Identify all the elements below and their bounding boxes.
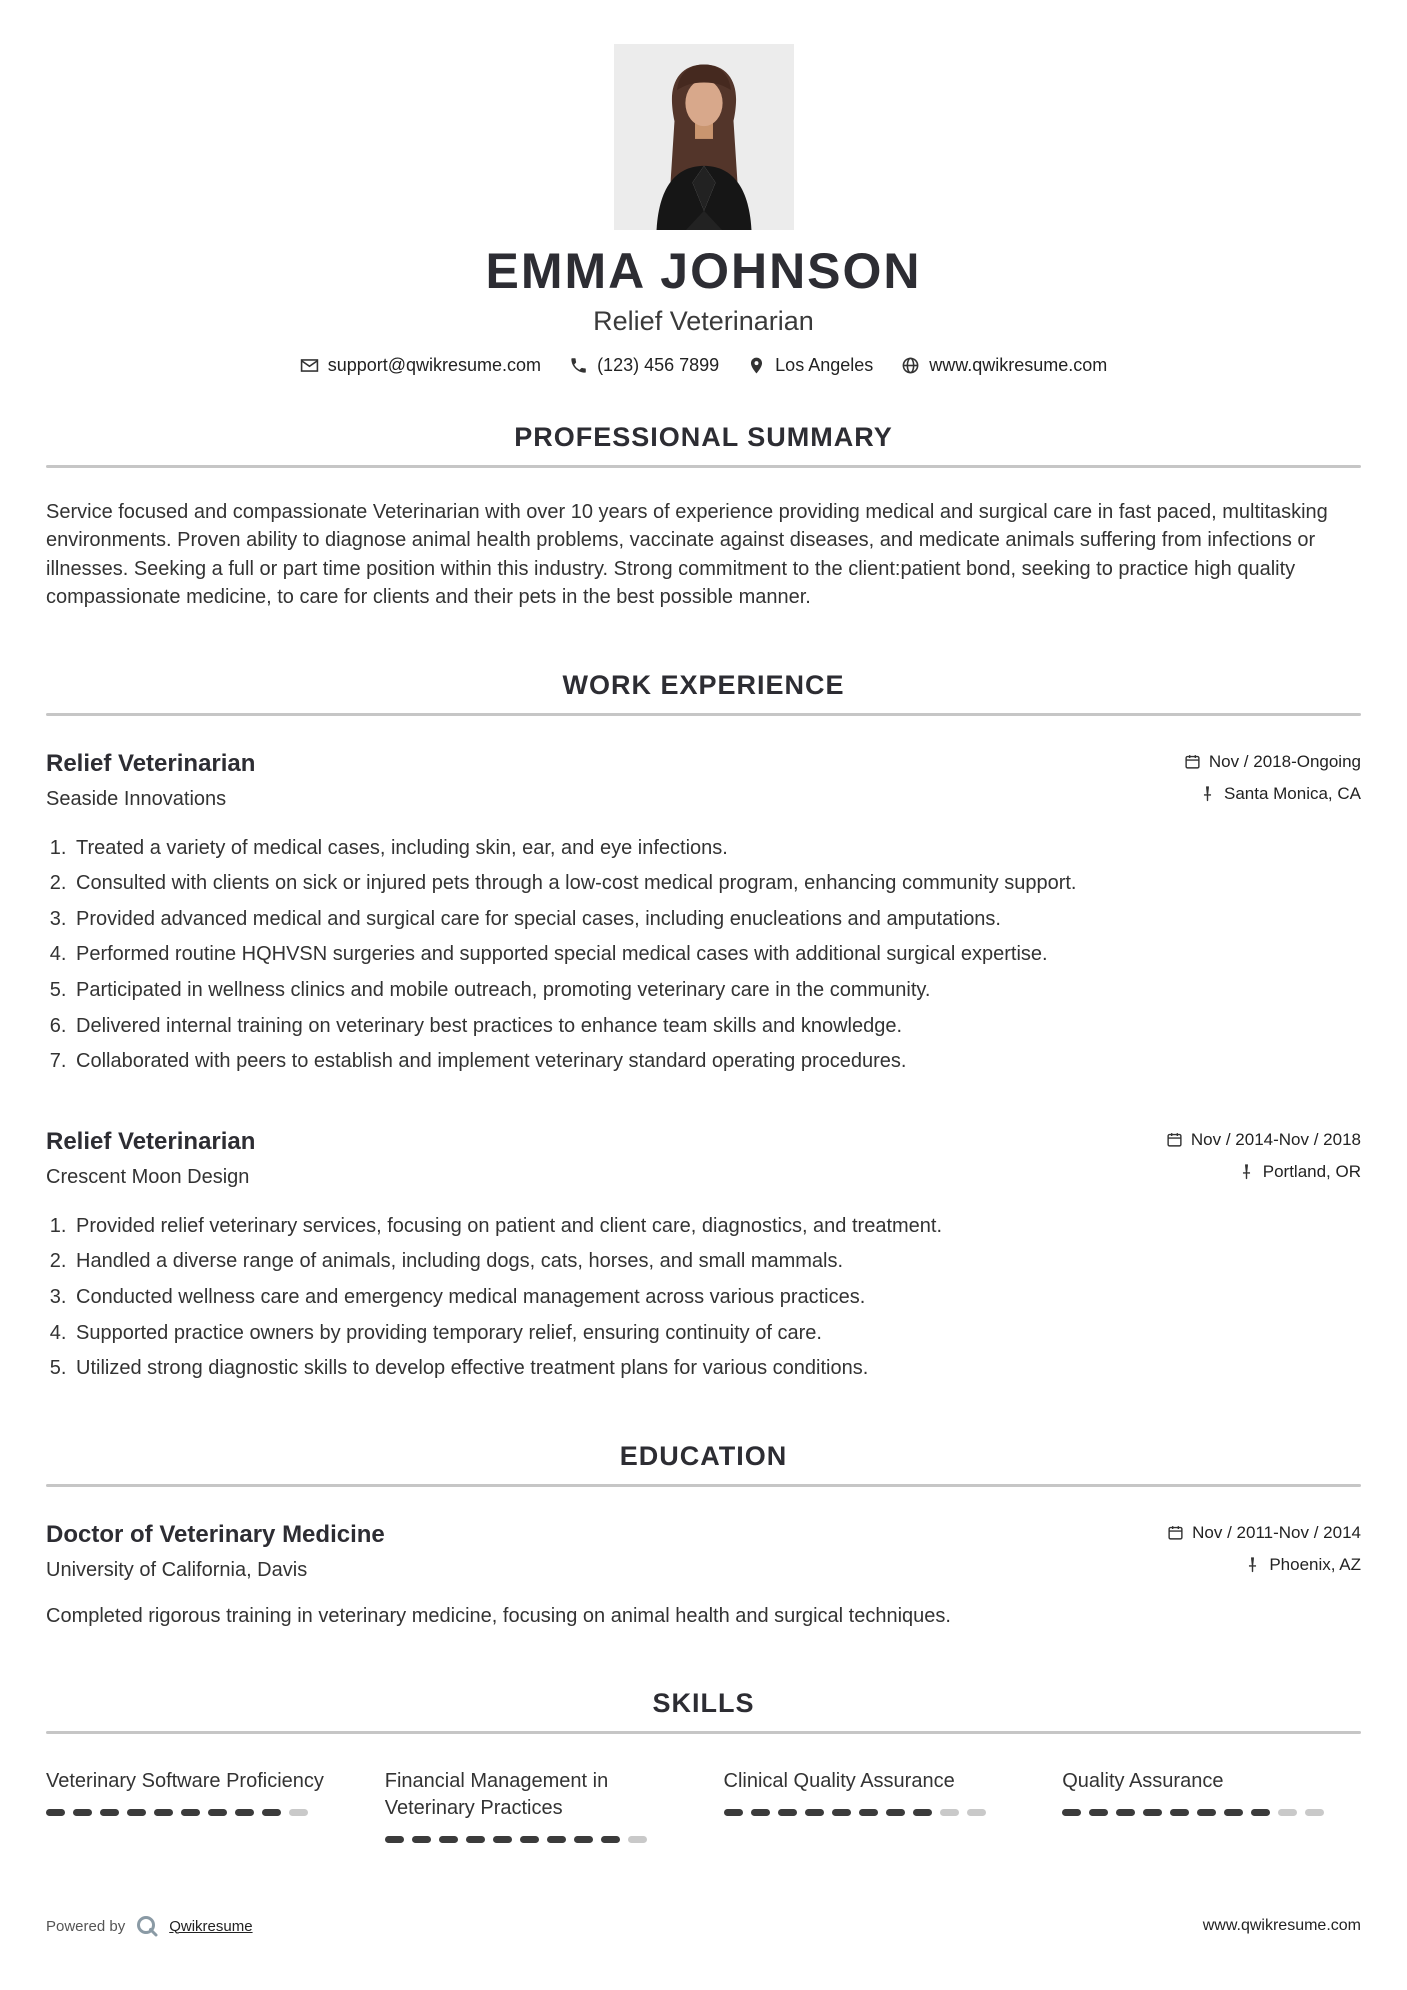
contact-email: [300, 355, 541, 376]
skill-name: Veterinary Software Proficiency: [46, 1770, 324, 1793]
experience-bullet: 3. Provided advanced medical and surgical care for special cases, including enucleations and amputations.: [72, 906, 1361, 934]
skill-dash: [466, 1836, 485, 1843]
skill-dash: [235, 1809, 254, 1816]
work-entry-2-company: Crescent Moon Design: [46, 1165, 250, 1188]
skill-dash: [1197, 1809, 1216, 1816]
work-entry-2-title: Relief Veterinarian: [46, 1127, 256, 1155]
section-rule: [46, 465, 1361, 468]
skill-dash: [1251, 1809, 1270, 1816]
contact-location: [747, 355, 873, 376]
skill-dash: [832, 1809, 851, 1816]
skill-meter: [385, 1836, 684, 1843]
calendar-icon: [1167, 1524, 1184, 1541]
skills-grid: [46, 1768, 1361, 1843]
contact-row: [46, 355, 1361, 376]
skill-dash: [412, 1836, 431, 1843]
skill-dash: [940, 1809, 959, 1816]
location-icon: [747, 356, 766, 375]
skill-dash: [547, 1836, 566, 1843]
powered-by-label: Powered by: [46, 1917, 126, 1935]
skill-dash: [289, 1809, 308, 1816]
education-meta: [1167, 1521, 1361, 1575]
skill-dash: [520, 1836, 539, 1843]
summary-paragraph: Service focused and compassionate Veterinarian with over 10 years of experience providing medical and surgical care in fast paced, multitasking environments. Proven ability to diagnose animal health problems, vaccinate against diseases, and medicate animals suffering from infections or illnesses. Seeking a full or part time position within this industry. Strong commitment to the client:patient bond, seeking to practice high quality compassionate medicine, to care for clients and their pets in the best possible manner.: [46, 501, 1328, 609]
skill-dash: [154, 1809, 173, 1816]
pin-icon: [1244, 1556, 1261, 1573]
skill-dash: [181, 1809, 200, 1816]
work-entry-1-date: [1184, 752, 1361, 772]
skill-item-3: [724, 1768, 1023, 1816]
skill-name: Quality Assurance: [1062, 1770, 1224, 1793]
section-heading-summary: PROFESSIONAL SUMMARY: [514, 422, 893, 452]
skill-dash: [805, 1809, 824, 1816]
skill-dash: [127, 1809, 146, 1816]
work-entry-1-bullets: [46, 835, 1361, 1076]
section-heading-education: EDUCATION: [619, 1440, 788, 1471]
skill-meter: [46, 1809, 345, 1816]
education-location: [1167, 1555, 1361, 1575]
skill-dash: [1305, 1809, 1324, 1816]
skill-dash: [601, 1836, 620, 1843]
work-entry-2: [46, 1128, 1361, 1383]
work-entry-2-location: [1166, 1162, 1361, 1182]
qwikresume-brand-link[interactable]: Qwikresume: [169, 1917, 253, 1935]
education-location-text: Phoenix, AZ: [1269, 1554, 1361, 1574]
education-degree: Doctor of Veterinary Medicine: [46, 1520, 385, 1548]
work-entry-2-meta: [1166, 1128, 1361, 1182]
skill-dash: [913, 1809, 932, 1816]
experience-bullet: 2. Handled a diverse range of animals, including dogs, cats, horses, and small mammals.: [72, 1248, 1361, 1276]
skill-dash: [100, 1809, 119, 1816]
globe-icon: [901, 356, 920, 375]
skill-dash: [73, 1809, 92, 1816]
skill-dash: [778, 1809, 797, 1816]
experience-bullet: 5. Utilized strong diagnostic skills to develop effective treatment plans for various conditions.: [72, 1355, 1361, 1383]
skill-dash: [628, 1836, 647, 1843]
email-icon: [300, 356, 319, 375]
work-entry-1-company: Seaside Innovations: [46, 787, 227, 810]
work-entry-1-head: [46, 750, 1361, 811]
skill-dash: [1143, 1809, 1162, 1816]
skill-dash: [886, 1809, 905, 1816]
skill-dash: [385, 1836, 404, 1843]
work-entry-1-location: [1184, 784, 1361, 804]
calendar-icon: [1166, 1131, 1183, 1148]
work-entry-1-date-text: Nov / 2018-Ongoing: [1208, 751, 1361, 771]
experience-bullet: 1. Provided relief veterinary services, focusing on patient and client care, diagnostics, and treatment.: [72, 1213, 1361, 1241]
page-footer: [46, 1914, 1361, 1938]
skill-name: Clinical Quality Assurance: [723, 1770, 955, 1793]
section-heading-skills: SKILLS: [652, 1688, 755, 1719]
skill-dash: [967, 1809, 986, 1816]
work-entry-2-date: [1166, 1130, 1361, 1150]
portrait-illustration: [614, 44, 794, 230]
skill-meter: [724, 1809, 1023, 1816]
education-entry: [46, 1521, 1361, 1630]
skill-dash: [493, 1836, 512, 1843]
contact-phone-text: (123) 456 7899: [597, 355, 720, 375]
profile-photo: [614, 44, 794, 230]
work-entry-2-head: [46, 1128, 1361, 1189]
contact-location-text: Los Angeles: [775, 355, 874, 375]
experience-bullet: 7. Collaborated with peers to establish and implement veterinary standard operating procedures.: [72, 1048, 1361, 1076]
section-rule: [46, 1484, 1361, 1487]
work-entry-1-left: [46, 750, 255, 811]
work-entry-1-meta: [1184, 750, 1361, 804]
skill-dash: [751, 1809, 770, 1816]
experience-bullet: 3. Conducted wellness care and emergency medical management across various practices.: [72, 1284, 1361, 1312]
qwikresume-logo-icon: [135, 1914, 159, 1938]
work-entry-1-location-text: Santa Monica, CA: [1223, 783, 1361, 803]
skill-dash: [46, 1809, 65, 1816]
skill-dash: [1170, 1809, 1189, 1816]
experience-bullet: 4. Supported practice owners by providing temporary relief, ensuring continuity of care.: [72, 1320, 1361, 1348]
skill-item-2: [385, 1768, 684, 1843]
experience-bullet: 1. Treated a variety of medical cases, including skin, ear, and eye infections.: [72, 835, 1361, 863]
experience-bullet: 2. Consulted with clients on sick or injured pets through a low-cost medical program, enhancing community support.: [72, 870, 1361, 898]
skill-dash: [208, 1809, 227, 1816]
contact-website-text: www.qwikresume.com: [929, 355, 1108, 375]
calendar-icon: [1184, 753, 1201, 770]
work-entry-1: [46, 750, 1361, 1076]
work-entry-2-date-text: Nov / 2014-Nov / 2018: [1190, 1129, 1361, 1149]
skill-dash: [1224, 1809, 1243, 1816]
experience-bullet: 4. Performed routine HQHVSN surgeries and supported special medical cases with additional surgical expertise.: [72, 941, 1361, 969]
candidate-name: EMMA JOHNSON: [485, 243, 922, 299]
education-date-text: Nov / 2011-Nov / 2014: [1192, 1522, 1361, 1542]
skill-dash: [574, 1836, 593, 1843]
work-entry-2-location-text: Portland, OR: [1262, 1161, 1361, 1181]
education-school: University of California, Davis: [46, 1558, 308, 1581]
skill-dash: [439, 1836, 458, 1843]
experience-bullet: 5. Participated in wellness clinics and mobile outreach, promoting veterinary care in the community.: [72, 977, 1361, 1005]
skill-dash: [1089, 1809, 1108, 1816]
pin-icon: [1199, 785, 1216, 802]
skill-dash: [1116, 1809, 1135, 1816]
section-rule: [46, 713, 1361, 716]
education-entry-left: [46, 1521, 385, 1582]
skill-item-4: [1062, 1768, 1361, 1816]
skill-item-1: [46, 1768, 345, 1816]
skill-name: Financial Management in Veterinary Practices: [384, 1770, 609, 1820]
education-entry-head: [46, 1521, 1361, 1582]
education-date: [1167, 1523, 1361, 1543]
work-entry-2-bullets: [46, 1213, 1361, 1383]
candidate-title: Relief Veterinarian: [593, 306, 814, 336]
work-entry-2-left: [46, 1128, 255, 1189]
skill-dash: [859, 1809, 878, 1816]
contact-phone: [569, 355, 719, 376]
phone-icon: [569, 356, 588, 375]
experience-bullet: 6. Delivered internal training on veterinary best practices to enhance team skills and knowledge.: [72, 1013, 1361, 1041]
skill-meter: [1062, 1809, 1361, 1816]
section-heading-work: WORK EXPERIENCE: [562, 669, 845, 700]
skill-dash: [262, 1809, 281, 1816]
section-rule: [46, 1731, 1361, 1734]
footer-site-link[interactable]: www.qwikresume.com: [1202, 1917, 1361, 1934]
pin-icon: [1238, 1163, 1255, 1180]
contact-email-text: support@qwikresume.com: [327, 355, 542, 375]
skill-dash: [1278, 1809, 1297, 1816]
skill-dash: [724, 1809, 743, 1816]
contact-website: [901, 355, 1107, 376]
work-entry-1-title: Relief Veterinarian: [46, 749, 256, 777]
footer-branding: [46, 1914, 253, 1938]
skill-dash: [1062, 1809, 1081, 1816]
education-description: Completed rigorous training in veterinary medicine, focusing on animal health and surgical techniques.: [46, 1604, 951, 1627]
